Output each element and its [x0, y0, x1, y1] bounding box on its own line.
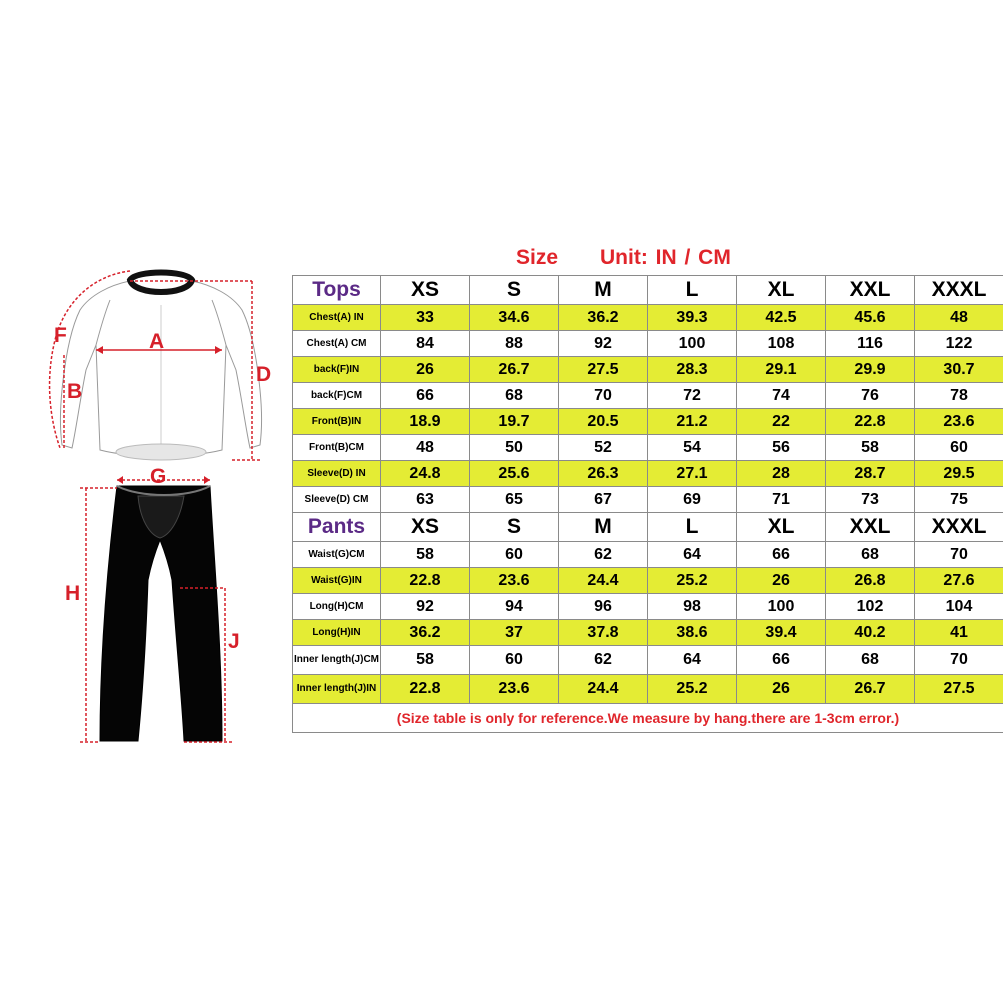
measurement-value: 40.2 — [826, 620, 915, 646]
measurement-label: Long(H)IN — [293, 620, 381, 646]
pants-section-title: Pants — [293, 513, 381, 542]
measurement-value: 116 — [826, 331, 915, 357]
measurement-value: 38.6 — [648, 620, 737, 646]
measurement-value: 102 — [826, 594, 915, 620]
size-chart-body — [293, 276, 1003, 733]
tops-size-header-row — [293, 276, 1003, 305]
dimension-letter-a: A — [149, 330, 165, 353]
measurement-label: Front(B)CM — [293, 435, 381, 461]
size-label: Size — [516, 246, 559, 269]
measurement-value: 25.2 — [648, 568, 737, 594]
dimension-letter-b: B — [67, 380, 83, 403]
measurement-value: 39.4 — [737, 620, 826, 646]
measurement-value: 98 — [648, 594, 737, 620]
measurement-value: 66 — [737, 542, 826, 568]
measurement-row — [293, 487, 1003, 513]
size-column-header: XXL — [826, 276, 915, 305]
measurement-value: 73 — [826, 487, 915, 513]
measurement-value: 108 — [737, 331, 826, 357]
measurement-row — [293, 461, 1003, 487]
measurement-value: 92 — [381, 594, 470, 620]
measurement-value: 26.7 — [470, 357, 559, 383]
measurement-value: 54 — [648, 435, 737, 461]
size-column-header: L — [648, 513, 737, 542]
size-column-header: M — [559, 513, 648, 542]
measurement-value: 122 — [915, 331, 1003, 357]
measurement-row — [293, 594, 1003, 620]
measurement-value: 64 — [648, 542, 737, 568]
measurement-value: 24.8 — [381, 461, 470, 487]
measurement-value: 70 — [559, 383, 648, 409]
measurement-label: Long(H)CM — [293, 594, 381, 620]
measurement-value: 28 — [737, 461, 826, 487]
measurement-value: 42.5 — [737, 305, 826, 331]
dimension-letter-d: D — [256, 363, 272, 386]
size-column-header: XL — [737, 276, 826, 305]
measurement-value: 60 — [915, 435, 1003, 461]
measurement-value: 23.6 — [470, 568, 559, 594]
measurement-label: Waist(G)CM — [293, 542, 381, 568]
unit-label: Unit: IN / CM — [600, 246, 731, 269]
measurement-value: 52 — [559, 435, 648, 461]
measurement-value: 28.3 — [648, 357, 737, 383]
measurement-value: 30.7 — [915, 357, 1003, 383]
size-column-header: XL — [737, 513, 826, 542]
measurement-value: 41 — [915, 620, 1003, 646]
measurement-value: 60 — [470, 646, 559, 675]
measurement-label: Sleeve(D) CM — [293, 487, 381, 513]
measurement-label: Inner length(J)IN — [293, 675, 381, 704]
measurement-label: Inner length(J)CM — [293, 646, 381, 675]
measurement-value: 92 — [559, 331, 648, 357]
measurement-value: 76 — [826, 383, 915, 409]
measurement-value: 20.5 — [559, 409, 648, 435]
measurement-value: 62 — [559, 542, 648, 568]
measurement-value: 36.2 — [381, 620, 470, 646]
measurement-value: 64 — [648, 646, 737, 675]
measurement-value: 58 — [381, 542, 470, 568]
measurement-value: 29.5 — [915, 461, 1003, 487]
size-unit-header — [292, 246, 1002, 274]
measurement-row — [293, 620, 1003, 646]
measurement-value: 78 — [915, 383, 1003, 409]
measurement-label: Waist(G)IN — [293, 568, 381, 594]
measurement-label: back(F)CM — [293, 383, 381, 409]
measurement-value: 94 — [470, 594, 559, 620]
measurement-value: 27.5 — [559, 357, 648, 383]
measurement-value: 26.3 — [559, 461, 648, 487]
measurement-row — [293, 383, 1003, 409]
measurement-value: 74 — [737, 383, 826, 409]
measurement-value: 27.6 — [915, 568, 1003, 594]
measurement-value: 104 — [915, 594, 1003, 620]
measurement-value: 37 — [470, 620, 559, 646]
measurement-value: 100 — [737, 594, 826, 620]
measurement-value: 84 — [381, 331, 470, 357]
measurement-row — [293, 357, 1003, 383]
measurement-value: 58 — [826, 435, 915, 461]
measurement-value: 29.1 — [737, 357, 826, 383]
size-column-header: XS — [381, 513, 470, 542]
dimension-letter-g: G — [150, 465, 167, 488]
measurement-value: 63 — [381, 487, 470, 513]
measurement-value: 48 — [381, 435, 470, 461]
pants-size-header-row — [293, 513, 1003, 542]
measurement-row — [293, 331, 1003, 357]
measurement-value: 69 — [648, 487, 737, 513]
measurement-value: 18.9 — [381, 409, 470, 435]
measurement-row — [293, 675, 1003, 704]
measurement-value: 58 — [381, 646, 470, 675]
size-column-header: S — [470, 513, 559, 542]
measurement-value: 24.4 — [559, 568, 648, 594]
measurement-value: 70 — [915, 542, 1003, 568]
measurement-value: 66 — [381, 383, 470, 409]
measurement-value: 22.8 — [381, 675, 470, 704]
size-chart-table — [292, 275, 1003, 733]
measurement-value: 27.5 — [915, 675, 1003, 704]
measurement-value: 22.8 — [826, 409, 915, 435]
measurement-value: 26 — [737, 675, 826, 704]
jersey-collar — [130, 273, 192, 293]
measurement-value: 88 — [470, 331, 559, 357]
measurement-value: 19.7 — [470, 409, 559, 435]
measurement-value: 39.3 — [648, 305, 737, 331]
measurement-value: 36.2 — [559, 305, 648, 331]
measurement-label: Front(B)IN — [293, 409, 381, 435]
measurement-value: 68 — [470, 383, 559, 409]
measurement-value: 37.8 — [559, 620, 648, 646]
measurement-value: 25.6 — [470, 461, 559, 487]
measurement-value: 75 — [915, 487, 1003, 513]
measurement-value: 67 — [559, 487, 648, 513]
size-column-header: S — [470, 276, 559, 305]
measurement-row — [293, 305, 1003, 331]
dimension-letter-j: J — [228, 630, 240, 653]
measurement-value: 26 — [381, 357, 470, 383]
tops-section-title: Tops — [293, 276, 381, 305]
measurement-value: 27.1 — [648, 461, 737, 487]
measurement-value: 29.9 — [826, 357, 915, 383]
measurement-value: 21.2 — [648, 409, 737, 435]
measurement-label: Sleeve(D) IN — [293, 461, 381, 487]
measurement-value: 62 — [559, 646, 648, 675]
measurement-value: 25.2 — [648, 675, 737, 704]
reference-note: (Size table is only for reference.We measure by hang.there are 1-3cm error.) — [293, 704, 1003, 733]
measurement-value: 68 — [826, 542, 915, 568]
measurement-value: 96 — [559, 594, 648, 620]
dimension-letter-h: H — [65, 582, 81, 605]
dimension-letter-f: F — [54, 324, 67, 347]
garment-measurement-diagram — [0, 0, 290, 1001]
size-column-header: M — [559, 276, 648, 305]
measurement-value: 22.8 — [381, 568, 470, 594]
measurement-value: 66 — [737, 646, 826, 675]
measurement-value: 68 — [826, 646, 915, 675]
measurement-row — [293, 646, 1003, 675]
measurement-value: 23.6 — [470, 675, 559, 704]
jersey-illustration — [61, 281, 262, 456]
measurement-value: 26 — [737, 568, 826, 594]
measurement-value: 24.4 — [559, 675, 648, 704]
size-column-header: XXL — [826, 513, 915, 542]
measurement-label: Chest(A) CM — [293, 331, 381, 357]
note-row — [293, 704, 1003, 733]
measurement-value: 28.7 — [826, 461, 915, 487]
measurement-value: 45.6 — [826, 305, 915, 331]
jersey-hem-band — [116, 444, 206, 460]
measurement-value: 23.6 — [915, 409, 1003, 435]
size-column-header: XS — [381, 276, 470, 305]
measurement-row — [293, 409, 1003, 435]
measurement-value: 100 — [648, 331, 737, 357]
measurement-row — [293, 542, 1003, 568]
measurement-label: back(F)IN — [293, 357, 381, 383]
measurement-label: Chest(A) IN — [293, 305, 381, 331]
measurement-value: 65 — [470, 487, 559, 513]
measurement-value: 48 — [915, 305, 1003, 331]
measurement-value: 71 — [737, 487, 826, 513]
measurement-value: 50 — [470, 435, 559, 461]
measurement-value: 60 — [470, 542, 559, 568]
measurement-row — [293, 435, 1003, 461]
measurement-row — [293, 568, 1003, 594]
measurement-value: 26.7 — [826, 675, 915, 704]
measurement-value: 33 — [381, 305, 470, 331]
measurement-value: 70 — [915, 646, 1003, 675]
size-column-header: XXXL — [915, 276, 1003, 305]
size-column-header: XXXL — [915, 513, 1003, 542]
measurement-value: 72 — [648, 383, 737, 409]
measurement-value: 26.8 — [826, 568, 915, 594]
measurement-value: 56 — [737, 435, 826, 461]
measurement-value: 22 — [737, 409, 826, 435]
size-column-header: L — [648, 276, 737, 305]
measurement-value: 34.6 — [470, 305, 559, 331]
